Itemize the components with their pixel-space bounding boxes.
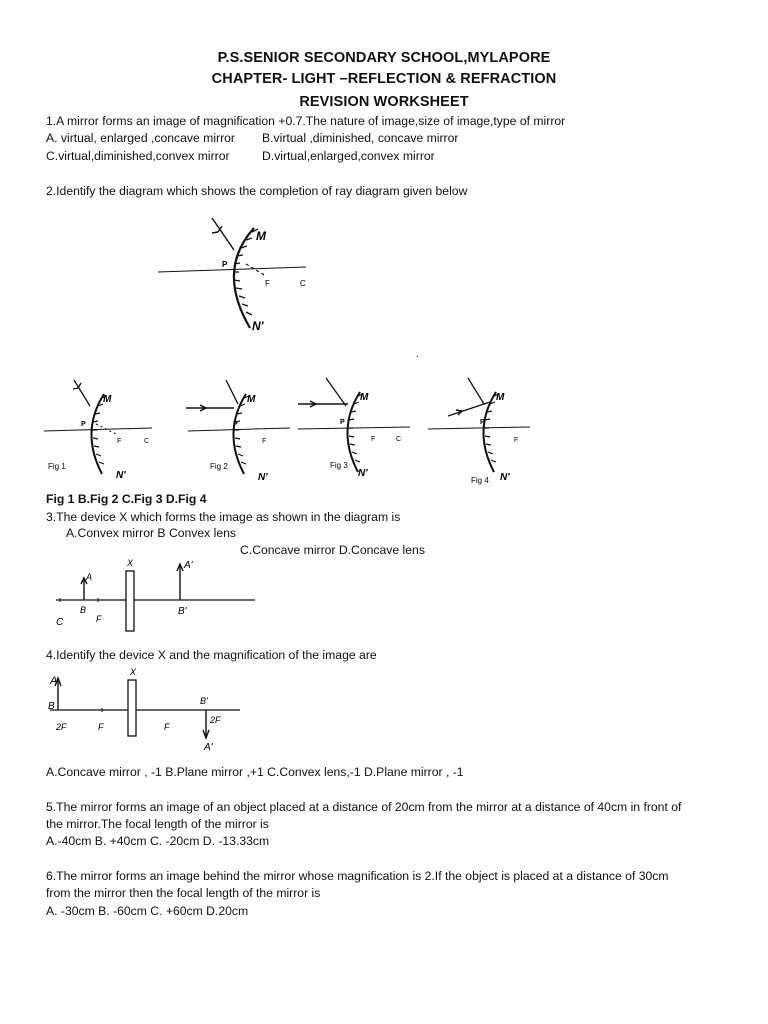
- fig1-caption: Fig 1: [48, 462, 66, 471]
- q1-question: 1.A mirror forms an image of magnification +0.7.The nature of image,size of image,type of mirror: [46, 114, 566, 128]
- q3-label-f: F: [96, 614, 102, 624]
- fig-2-diagram: [180, 372, 300, 487]
- fig4-label-n: N': [500, 472, 510, 483]
- fig2-label-m: M: [247, 394, 256, 405]
- school-name: P.S.SENIOR SECONDARY SCHOOL,MYLAPORE: [217, 50, 551, 66]
- q2-label-n: N': [252, 319, 264, 333]
- q2-options: Fig 1 B.Fig 2 C.Fig 3 D.Fig 4: [46, 492, 207, 506]
- q3-label-a: A: [86, 572, 93, 582]
- q4-options: A.Concave mirror , -1 B.Plane mirror ,+1 C.Convex lens,-1 D.Plane mirror , -1: [46, 765, 464, 779]
- q1-option-b: B.virtual ,diminished, concave mirror: [262, 131, 459, 145]
- q2-label-p: P: [222, 260, 228, 269]
- fig2-label-n: N': [258, 472, 268, 483]
- q3-option-cd: C.Concave mirror D.Concave lens: [240, 543, 425, 557]
- q2-label-m: M: [256, 229, 266, 243]
- q3-label-a-prime: A': [184, 560, 193, 571]
- q5-question-line1: 5.The mirror forms an image of an object placed at a distance of 20cm from the mirror at a distance of 40cm in front of: [46, 800, 682, 814]
- q3-option-ab: A.Convex mirror B Convex lens: [66, 526, 237, 540]
- q5-question-line2: the mirror.The focal length of the mirror is: [46, 817, 269, 831]
- q4-label-a-prime: A': [204, 742, 213, 753]
- fig2-label-p: P: [233, 421, 238, 428]
- q1-option-d: D.virtual,enlarged,convex mirror: [262, 149, 435, 163]
- q1-option-a: A. virtual, enlarged ,concave mirror: [46, 131, 235, 145]
- fig1-label-n: N': [116, 470, 126, 481]
- q3-label-b-prime: B': [178, 606, 187, 617]
- fig4-label-f: F: [514, 437, 519, 444]
- q4-question: 4.Identify the device X and the magnification of the image are: [46, 648, 377, 662]
- fig1-label-m: M: [103, 394, 112, 405]
- fig2-caption: Fig 2: [210, 462, 228, 471]
- q2-question: 2.Identify the diagram which shows the completion of ray diagram given below: [46, 184, 468, 198]
- q4-label-2f-right: 2F: [210, 715, 221, 725]
- q4-label-b: B: [48, 701, 55, 712]
- q4-label-x: X: [130, 667, 137, 677]
- q3-label-b: B: [80, 605, 87, 615]
- q6-options: A. -30cm B. -60cm C. +60cm D.20cm: [46, 904, 249, 918]
- fig-4-diagram: [424, 372, 544, 490]
- q3-label-x: X: [127, 558, 134, 568]
- stray-dot: .: [416, 349, 419, 360]
- fig1-label-c: C: [144, 438, 150, 445]
- q2-label-f: F: [265, 279, 270, 288]
- q1-option-c: C.virtual,diminished,convex mirror: [46, 149, 230, 163]
- q6-question-line1: 6.The mirror forms an image behind the mirror whose magnification is 2.If the object is placed at a distance of 30cm: [46, 869, 669, 883]
- q4-diagram: [44, 666, 244, 756]
- fig3-label-m: M: [360, 392, 369, 403]
- q3-label-c: C: [56, 617, 64, 628]
- fig3-label-p: P: [340, 419, 345, 426]
- fig1-label-f: F: [117, 438, 122, 445]
- q4-label-2f-left: 2F: [56, 722, 67, 732]
- fig-3-diagram: [294, 372, 424, 487]
- fig3-label-f: F: [371, 436, 376, 443]
- worksheet-title: REVISION WORKSHEET: [299, 94, 469, 110]
- fig4-label-m: M: [496, 392, 505, 403]
- q5-options: A.-40cm B. +40cm C. -20cm D. -13.33cm: [46, 834, 270, 848]
- q4-label-f-left: F: [98, 722, 104, 732]
- fig4-caption: Fig 4: [471, 476, 489, 485]
- q3-question: 3.The device X which forms the image as shown in the diagram is: [46, 510, 401, 524]
- q4-label-f-right: F: [164, 722, 170, 732]
- q6-question-line2: from the mirror then the focal length of the mirror is: [46, 886, 321, 900]
- fig3-label-c: C: [396, 436, 402, 443]
- q3-diagram: [50, 558, 260, 630]
- chapter-title: CHAPTER- LIGHT –REFLECTION & REFRACTION: [211, 71, 557, 87]
- fig-1-diagram: [40, 372, 170, 487]
- fig1-label-p: P: [81, 421, 86, 428]
- q2-label-c: C: [300, 279, 306, 288]
- q2-main-diagram: [150, 210, 320, 340]
- fig3-label-n: N': [358, 468, 368, 479]
- q4-label-a: A: [50, 675, 58, 687]
- fig2-label-f: F: [262, 438, 267, 445]
- fig3-caption: Fig 3: [330, 461, 348, 470]
- fig4-label-p: P: [480, 419, 485, 426]
- q4-label-b-prime: B': [200, 696, 208, 706]
